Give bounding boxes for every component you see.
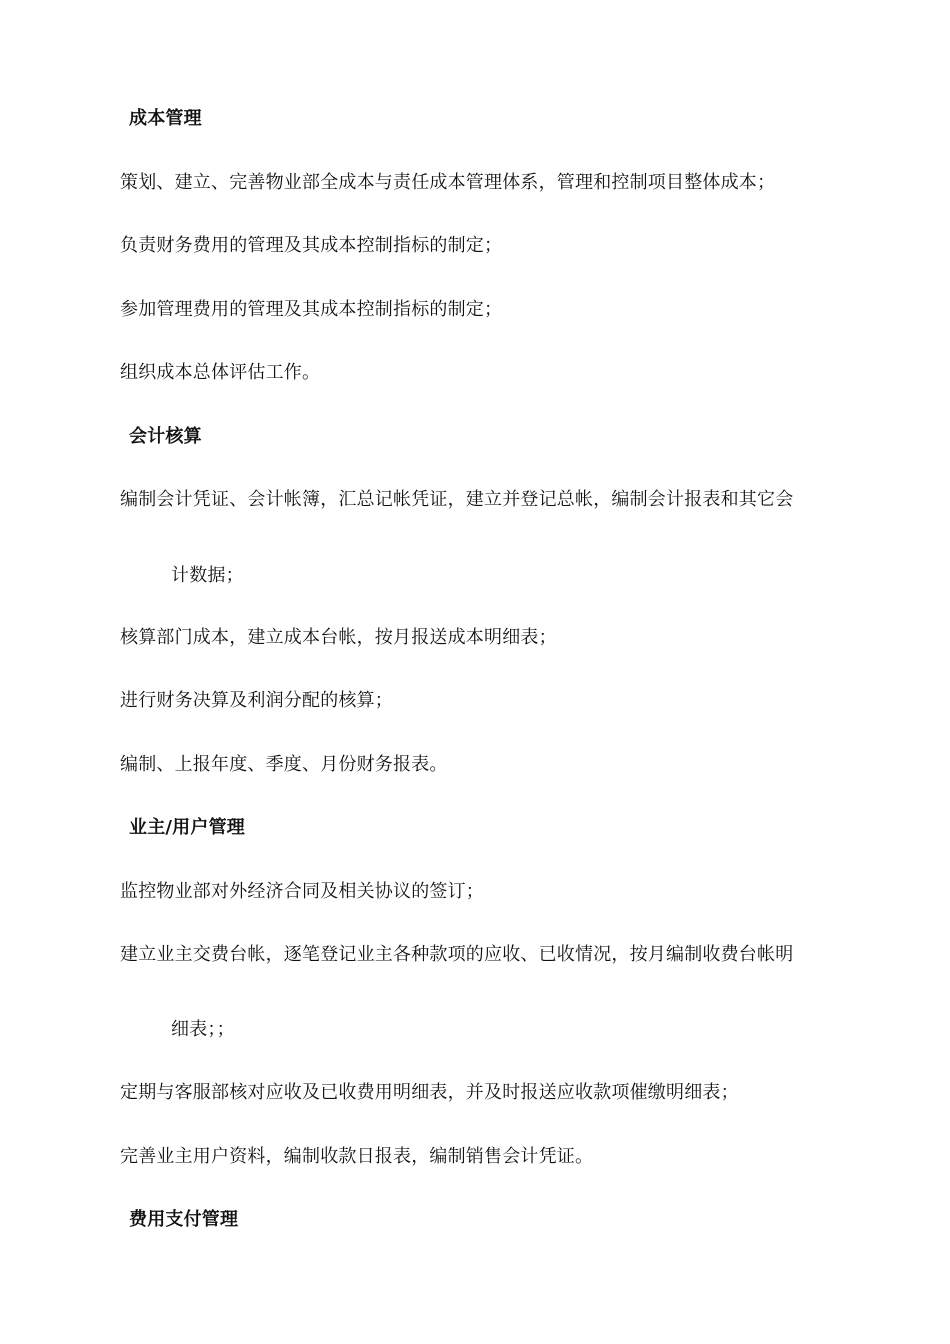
paragraph-line: 核算部门成本，建立成本台帐，按月报送成本明细表；: [120, 627, 557, 648]
paragraph-line: 策划、建立、完善物业部全成本与责任成本管理体系，管理和控制项目整体成本；: [120, 172, 776, 193]
section-heading-accounting: 会计核算: [129, 426, 202, 447]
paragraph-line: 建立业主交费台帐，逐笔登记业主各种款项的应收、已收情况，按月编制收费台帐明: [120, 944, 794, 965]
paragraph-continuation-line: 计数据；: [171, 565, 244, 586]
section-heading-expense-payment: 费用支付管理: [129, 1209, 239, 1230]
paragraph-line: 负责财务费用的管理及其成本控制指标的制定；: [120, 235, 503, 256]
paragraph-line: 完善业主用户资料，编制收款日报表，编制销售会计凭证。: [120, 1146, 594, 1167]
section-heading-cost-management: 成本管理: [129, 108, 202, 129]
paragraph-continuation-line: 细表；；: [171, 1019, 235, 1040]
paragraph-line: 进行财务决算及利润分配的核算；: [120, 690, 393, 711]
paragraph-line: 编制会计凭证、会计帐簿，汇总记帐凭证，建立并登记总帐，编制会计报表和其它会: [120, 489, 794, 510]
paragraph-line: 定期与客服部核对应收及已收费用明细表，并及时报送应收款项催缴明细表；: [120, 1082, 739, 1103]
paragraph-line: 参加管理费用的管理及其成本控制指标的制定；: [120, 299, 503, 320]
paragraph-line: 编制、上报年度、季度、月份财务报表。: [120, 754, 448, 775]
paragraph-line: 组织成本总体评估工作。: [120, 362, 321, 383]
paragraph-line: 监控物业部对外经济合同及相关协议的签订；: [120, 881, 484, 902]
section-heading-owner-management: 业主/用户管理: [129, 817, 245, 838]
